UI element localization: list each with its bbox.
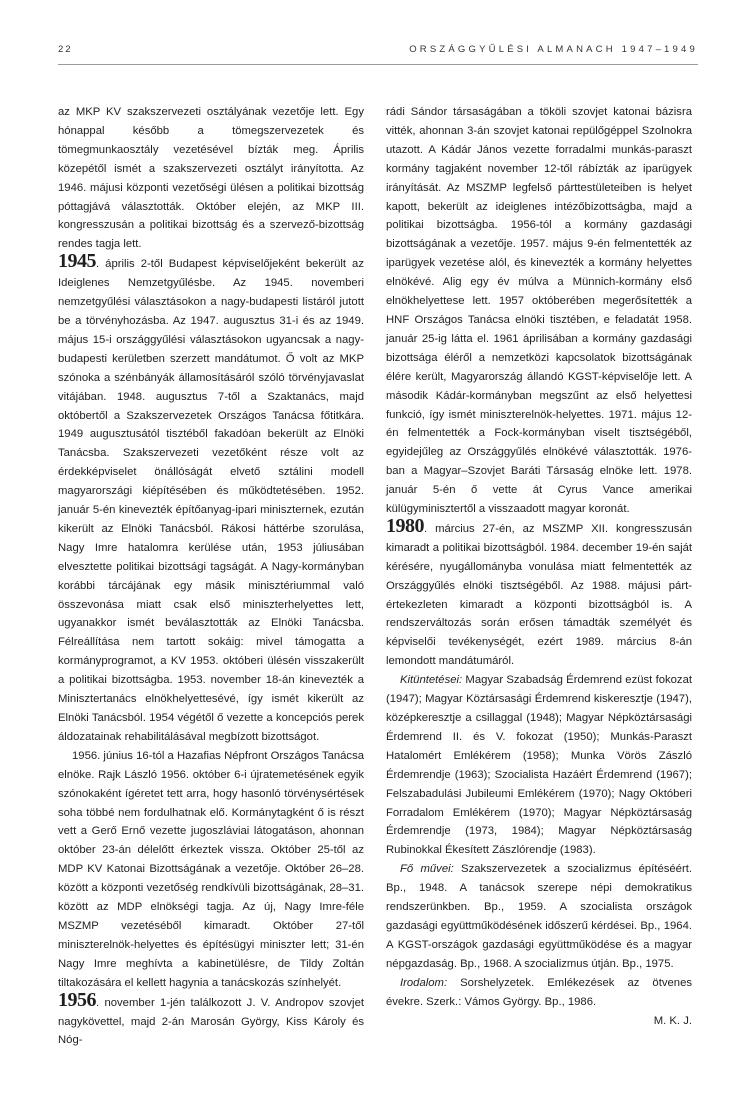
paragraph-text: . április 2-től Budapest képviselőjeként bekerült az Ideiglenes Nemzetgyűlésbe. Az 1945. novemberi nemzetgyűlési választásokon a nagy-budapesti listáról jutott be a törvényhozásba. Az 1947. augusztus 31-i és az 1949. május 15-i országgyűlési választásokon ugyancsak a nagy-budapesti kerületben szerzett mandátumot. Ő volt az MKP szónoka a szénbányák államosításáról szóló törvényjavaslat vitájában. 1948. augusztus 7-től a Szaktanács, majd októbertől a Szakszervezetek Országos Tanácsa főtitkára. 1949 augusztusától tisztéből fakadóan bekerült az Elnöki Tanácsba. Szakszervezeti vezetőként része volt az érdekképviselet önállóságát elvető sztálini modell magyarországi kiépítésében és működtetésében. 1952. január 5-én kinevezték építőanyag-ipari miniszternek, ezután kikerült az Elnöki Tanácsból. Rákosi háttérbe szorulása, Nagy Imre hatalomra kerülése után, 1953 júliusában elvesztette politikai bizottsági tagságát. A Nagy-kormányban korábbi tárcájának egy másik minisztériummal való összevonása miatt csak első miniszterhelyettes lett, ugyanakkor ismét beválasztották az Elnöki Tanácsba. Félreállítása nem tartott sokáig: mivel támogatta a kormányprogramot, a KV 1953. októberi ülésén visszakerült a politikai bizottságba. 1953. november 18-án kinevezték a Minisztertanács elnökhelyettesévé, így ismét kikerült az Elnöki Tanácsból. 1954 végétől ő vezette a koncepciós perek áldozatainak rehabilitálásával megbízott bizottságot. xyxy=(58,258,364,743)
works-label: Fő művei: xyxy=(400,863,454,876)
awards-text: Magyar Szabadság Érdemrend ezüst fokozat (1947); Magyar Köztársasági Érdemrend kiskeresztje (1947), középkeresztje a csillaggal (1948); Magyar Népköztársasági Érdemrend II. és V. fokozat (1950); Munkás-Paraszt Hatalomért Emlékérem (1958); Munka Vörös Zászló Érdemrendje (1963); Szocialista Hazáért Érdemrend (1967); Felszabadulási Jubileumi Emlékérem (1970); Nagy Októberi Forradalom Emlékérem (1970); Magyar Népköztársaság Érdemrendje (1973, 1984); Magyar Népköztársaság Rubinokkal Ékesített Zászlórendje (1983). xyxy=(386,674,692,857)
left-column xyxy=(58,103,364,1050)
header-rule xyxy=(58,64,698,65)
paragraph: 1956. június 16-tól a Hazafias Népfront Országos Tanácsa elnöke. Rajk László 1956. október 6-i újratemetésének egyik szónokaként ígéretet tett arra, hogy hasonló törvénysértések soha többé nem fordulhatnak elő. Kormánytagként ő is részt vett a Gerő Ernő vezette jugoszláviai látogatáson, ahonnan október 23-án délelőtt érkeztek vissza. Október 25-től az MDP KV Katonai Bizottságának a vezetője. Október 26–28. között a központi vezetőség rendkívüli bizottságának, 28–31. között az MDP elnökségi tagja. Az új, Nagy Imre-féle MSZMP vezetéséből kimaradt. Október 27-től miniszterelnök-helyettes és építésügyi miniszter lett; 31-én Nagy Imre meghívta a kabinetülésre, de Tildy Zoltán tiltakozására el kellett hagynia a tanácskozás színhelyét. xyxy=(58,749,364,989)
year-drop: 1980 xyxy=(386,514,424,537)
literature-text: Sorshelyzetek. Emlékezések az ötvenes évekre. Szerk.: Vámos György. Bp., 1986. xyxy=(386,976,692,1008)
works-text: Szakszervezetek a szocializmus építéséért. Bp., 1948. A tanácsok szerepe népi demokratikus rendszerünkben. Bp., 1959. A szocialista országok gazdasági együttműködésének időszerű kérdései. Bp., 1964. A KGST-országok gazdasági együttműködése és a magyar népgazdaság. Bp., 1968. A szocializmus útján. Bp., 1975. xyxy=(386,863,692,970)
awards-paragraph xyxy=(386,671,692,860)
page-number: 22 xyxy=(58,44,73,55)
author-signature: M. K. J. xyxy=(653,1014,692,1027)
paragraph: rádi Sándor társaságában a tököli szovjet katonai bázisra vitték, ahonnan 3-án szovjet katonai repülőgéppel Szolnokra utazott. A Kádár János vezette forradalmi munkás-paraszt kormány tagjaként november 12-től rábízták az iparügyek irányítását. Az MSZMP legfelső párttestületeiben is helyet kapott, bekerült az ideiglenes intézőbizottságba, majd a politikai bizottságba. 1956-tól a kormány gazdasági bizottságának a vezetője. 1957. május 9-én felmentették az iparügyek vezetése alól, és kinevezték a kormány helyettes elnökévé. Alig egy év múlva a Münnich-kormány első elnökhelyettese lett. 1957 októberében megerősítették a HNF Országos Tanácsa elnöki tisztében, e feladatát 1958. január 25-ig látta el. 1961 áprilisában a kormány gazdasági bizottsága éléről a nemzetközi kapcsolatok bizottságának élére került, Magyarország állandó KGST-képviselője lett. A második Kádár-kormányban megszűnt az első helyettesi funkció, így ismét miniszterelnök-helyettes. 1971. május 12-én felmentették a Fock-kormányban viselt tisztségéből, egyidejűleg az Országgyűlés elnökévé választották. 1976-ban a Magyar–Szovjet Baráti Társaság elnöke lett. 1978. január 5-én ő vette át Cyrus Vance amerikai külügyminisztertől a visszaadott magyar koronát. xyxy=(386,106,692,516)
paragraph xyxy=(386,514,692,671)
year-drop: 1956 xyxy=(58,988,96,1011)
paragraph xyxy=(58,250,364,747)
right-column xyxy=(386,103,692,1030)
awards-label: Kitüntetései: xyxy=(400,674,463,687)
page-header xyxy=(58,44,698,60)
paragraph xyxy=(58,988,364,1051)
literature-label: Irodalom: xyxy=(400,976,448,989)
paragraph-text: . november 1-jén találkozott J. V. Andropov szovjet nagykövettel, majd 2-án Marosán György, Kiss Károly és Nóg- xyxy=(58,996,364,1047)
paragraph-text: . március 27-én, az MSZMP XII. kongresszusán kimaradt a politikai bizottságból. 1984. december 19-én saját kérésére, nyugállományba vonulása miatt felmentették az Országgyűlés elnöki tisztségéből. Az 1988. májusi párt-értekezleten kimaradt a központi bizottságból is. A rendszerváltozás során erősen támadták személyét és képviselői tevékenységét, ezért 1989. március 8-án lemondott mandátumáról. xyxy=(386,522,692,668)
works-paragraph xyxy=(386,860,692,973)
running-title: ORSZÁGGYŰLÉSI ALMANACH 1947–1949 xyxy=(409,44,698,55)
literature-paragraph xyxy=(386,974,692,1012)
paragraph: az MKP KV szakszervezeti osztályának vezetője lett. Egy hónappal később a tömegszervezetek és tömegmunkaosztály vezetésével bízták meg. Április közepétől ismét a szakszervezeti osztályt irányította. Az 1946. májusi központi vezetőségi ülésen a politikai bizottság póttagjává választották. Október elején, az MKP III. kongresszusán a politikai bizottság és a szervező-bizottság rendes tagja lett. xyxy=(58,106,364,251)
year-drop: 1945 xyxy=(58,250,96,273)
